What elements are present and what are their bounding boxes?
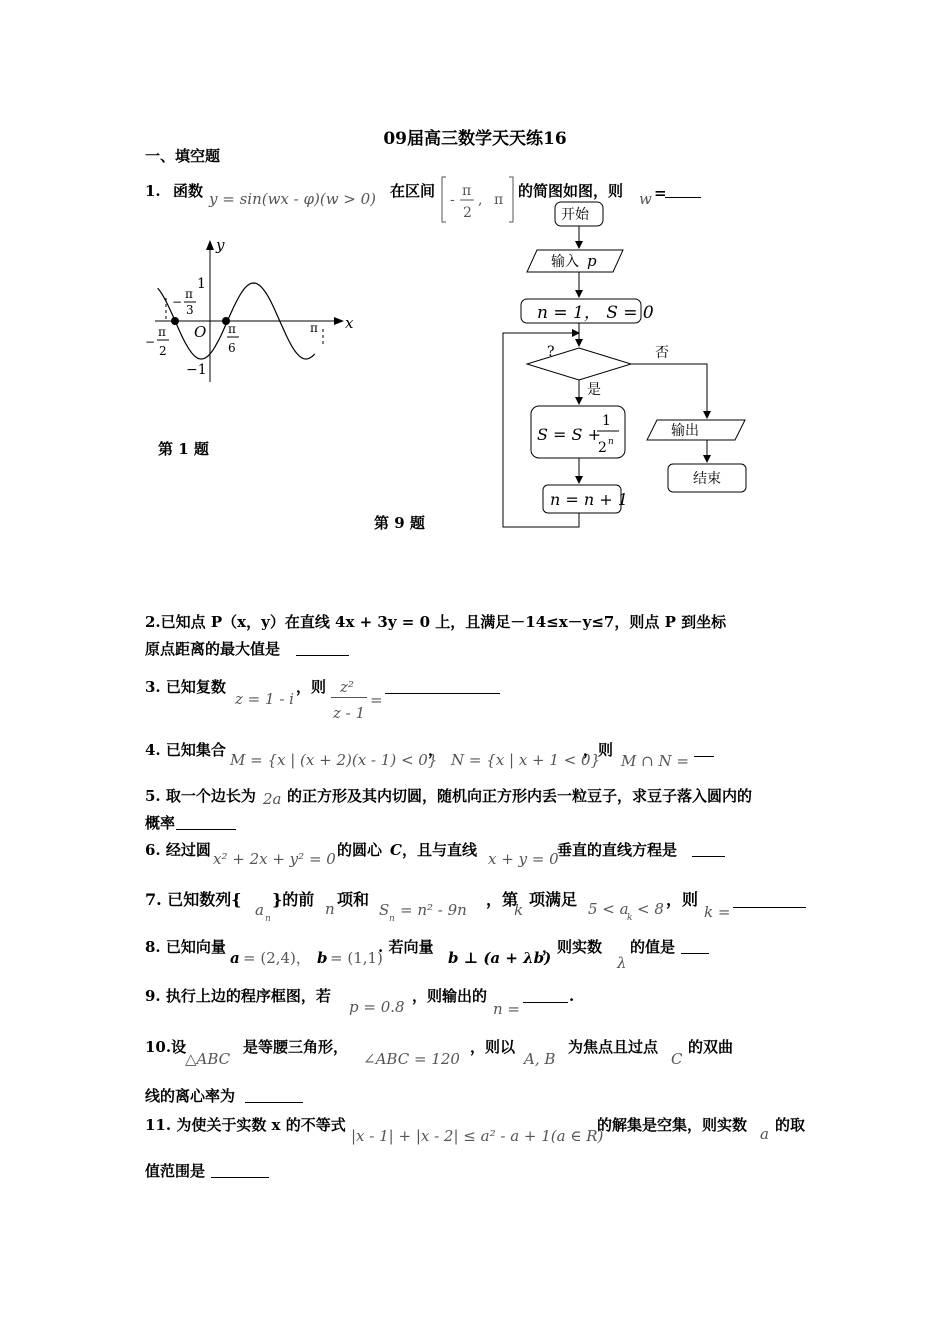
q10-post: 的双曲: [688, 1038, 734, 1056]
q4-blank: [694, 742, 714, 757]
q9-mid: ，则输出的: [412, 987, 488, 1005]
label-one: 1: [197, 276, 206, 292]
q7-Sn-eq: = n² - 9n: [400, 901, 467, 919]
q7-pre: 7. 已知数列{: [145, 890, 242, 909]
q5-blank: [176, 815, 236, 830]
y-axis-arrow-icon: [206, 240, 214, 250]
q10-mid3: 为焦点且过点: [568, 1038, 659, 1056]
q10-AB: A, B: [524, 1050, 556, 1068]
q7-cond: 5 < a: [588, 900, 629, 918]
q7-cond-sub: k: [627, 913, 633, 923]
q3-mid: ，则: [296, 678, 327, 696]
fc-cond: ?: [547, 344, 555, 360]
q7-mid3: ，第: [486, 890, 519, 909]
q3-pre: 3. 已知复数: [145, 678, 226, 696]
q6-blank: [692, 842, 725, 857]
q10-line2: 线的离心率为: [145, 1087, 236, 1105]
fc-no: 否: [655, 345, 669, 361]
q3-eq: =: [370, 691, 383, 709]
q2-line2: 原点距离的最大值是: [145, 640, 281, 658]
fc-frac-den: 2: [598, 440, 607, 456]
interval-comma: ,: [478, 192, 483, 208]
q11-a: a: [760, 1125, 769, 1143]
point-neg-pi-3: [171, 317, 179, 325]
interval-pi: π: [494, 192, 504, 208]
q8-mid: . 若向量: [378, 938, 434, 956]
fc-frac-exp: n: [608, 437, 614, 447]
label-origin: O: [194, 323, 207, 341]
q7-blank: [733, 893, 806, 908]
q9-blank: [523, 988, 568, 1003]
q1-formula: y = sin(wx - φ)(w > 0): [209, 190, 377, 208]
y-label: y: [216, 236, 225, 254]
fc-yes: 是: [587, 382, 601, 398]
q7-mid2: 项和: [337, 890, 370, 909]
q7-k: k: [514, 901, 524, 919]
q9-post: .: [569, 987, 575, 1005]
q8-perp: b ⊥ (a + λb): [448, 949, 552, 967]
q1-text-post: 的简图如图，则: [518, 182, 624, 200]
q4-N: N = {x | x + 1 < 0}: [451, 751, 601, 769]
interval-two: 2: [463, 205, 472, 221]
q6-circle: x² + 2x + y² = 0: [213, 850, 336, 868]
q7-an: a: [255, 901, 264, 919]
q11-mid: 的解集是空集，则实数: [597, 1116, 748, 1134]
q10-angle: ∠ABC = 120: [363, 1050, 460, 1068]
fc-init-label: n = 1， S = 0: [537, 303, 654, 323]
q8-b-val: = (1,1): [330, 949, 383, 967]
interval-pi-num: π: [462, 183, 472, 199]
q10-tri: △ABC: [185, 1050, 231, 1068]
label-neg-sign-2: −: [145, 335, 156, 349]
q11-ineq: |x - 1| + |x - 2| ≤ a² - a + 1(a ∈ R): [351, 1127, 604, 1145]
q8-blank: [681, 939, 709, 954]
q1-text-pre: 函数: [173, 182, 204, 200]
q4-M: M = {x | (x + 2)(x - 1) < 0}: [230, 751, 438, 769]
q3-formula: z = 1 - i: [235, 690, 294, 708]
page-title: 09届高三数学天天练16: [383, 129, 567, 149]
q8-lambda: λ: [617, 954, 627, 972]
label-three: 3: [186, 303, 194, 317]
q5-post: 的正方形及其内切圆，随机向正方形内丢一粒豆子，求豆子落入圆内的: [287, 787, 753, 805]
fc-assign-n-label: n = n + 1: [550, 490, 628, 509]
q6-line: x + y = 0: [488, 850, 559, 868]
q4-res: M ∩ N =: [621, 752, 689, 770]
q7-mid4: 项满足: [529, 890, 578, 909]
q10-mid2: ，则以: [470, 1038, 516, 1056]
q6-mid: 的圆心: [337, 841, 383, 859]
fc-decision: [527, 348, 631, 380]
q10-mid: 是等腰三角形，: [243, 1038, 349, 1056]
q1-number: 1.: [145, 182, 161, 200]
flowchart: [495, 198, 755, 533]
section-heading: 一、填空题: [145, 147, 221, 165]
x-label: x: [345, 314, 354, 332]
q5-pre: 5. 取一个边长为: [145, 787, 256, 805]
q8-a-val: = (2,4)，: [243, 949, 311, 967]
q7-n: n: [325, 900, 335, 918]
q9-p: p = 0.8: [349, 998, 405, 1016]
x-axis-arrow-icon: [334, 317, 344, 325]
q2-line1: 2.已知点 P（x，y）在直线 4x + 3y = 0 上，且满足－14≤x－y≤7，则点 P 到坐标: [145, 613, 727, 631]
label-two: 2: [159, 344, 167, 358]
fc-input-label: 输入: [551, 254, 579, 270]
fc-frac-num: 1: [602, 413, 611, 429]
q4-mid: ，则: [583, 741, 614, 759]
label-pi-end: π: [310, 321, 318, 335]
q8-pre: 8. 已知向量: [145, 938, 226, 956]
q8-b: b: [317, 949, 328, 967]
q7-res: k =: [704, 903, 731, 921]
q8-mid2: ，则实数: [542, 938, 603, 956]
q10-pre: 10.设: [145, 1038, 187, 1056]
fc-start-label: 开始: [561, 207, 589, 223]
q8-a: a: [230, 949, 240, 967]
q11-blank: [211, 1163, 269, 1178]
label-pi-2: π: [158, 325, 166, 339]
q9-caption: 第 9 题: [374, 514, 425, 532]
q7-mid: }的前: [272, 890, 315, 909]
label-minus-one: −1: [186, 362, 207, 378]
label-pi-3: π: [185, 287, 193, 301]
q4-pre: 4. 已知集合: [145, 741, 226, 759]
q7-Sn-sub: n: [389, 914, 395, 924]
q5-line2: 概率: [145, 814, 176, 832]
q7-post: ，则: [666, 890, 699, 909]
label-six: 6: [228, 341, 236, 355]
q7-an-sub: n: [265, 914, 271, 924]
q9-pre: 9. 执行上边的程序框图，若: [145, 987, 331, 1005]
fc-output-label: 输出: [671, 423, 699, 439]
fc-assign-s-label: S = S +: [537, 425, 601, 444]
q6-mid2: ，且与直线: [402, 841, 478, 859]
q4-sep: ，: [428, 741, 444, 759]
fc-input-var: p: [587, 252, 597, 270]
q6-C: C: [390, 841, 402, 859]
q9-n: n =: [493, 1000, 520, 1018]
label-pi-6: π: [228, 322, 236, 336]
q1-blank: [665, 183, 701, 198]
q8-post: 的值是: [630, 938, 676, 956]
q3-frac-num: z²: [340, 678, 354, 696]
q3-blank: [385, 679, 500, 694]
q11-line2: 值范围是: [145, 1162, 206, 1180]
label-neg-sign-3: −: [172, 295, 183, 309]
fc-end-label: 结束: [693, 471, 721, 487]
q11-post: 的取: [775, 1116, 806, 1134]
q1-eq: =: [654, 184, 667, 202]
q1-graph: [140, 236, 360, 386]
q6-post: 垂直的直线方程是: [557, 841, 678, 859]
q10-C: C: [671, 1050, 683, 1068]
q7-cond-end: < 8: [637, 900, 664, 918]
q2-blank: [296, 641, 349, 656]
q7-Sn: S: [379, 901, 390, 919]
q1-caption: 第 1 题: [158, 440, 209, 458]
q3-frac-den: z - 1: [333, 704, 366, 722]
q1-text-mid: 在区间: [390, 182, 436, 200]
q10-blank: [245, 1088, 303, 1103]
q6-pre: 6. 经过圆: [145, 841, 211, 859]
q1-w: w: [639, 190, 652, 208]
q11-pre: 11. 为使关于实数 x 的不等式: [145, 1116, 346, 1134]
q5-a: 2a: [263, 790, 282, 808]
interval-minus: -: [450, 192, 455, 208]
